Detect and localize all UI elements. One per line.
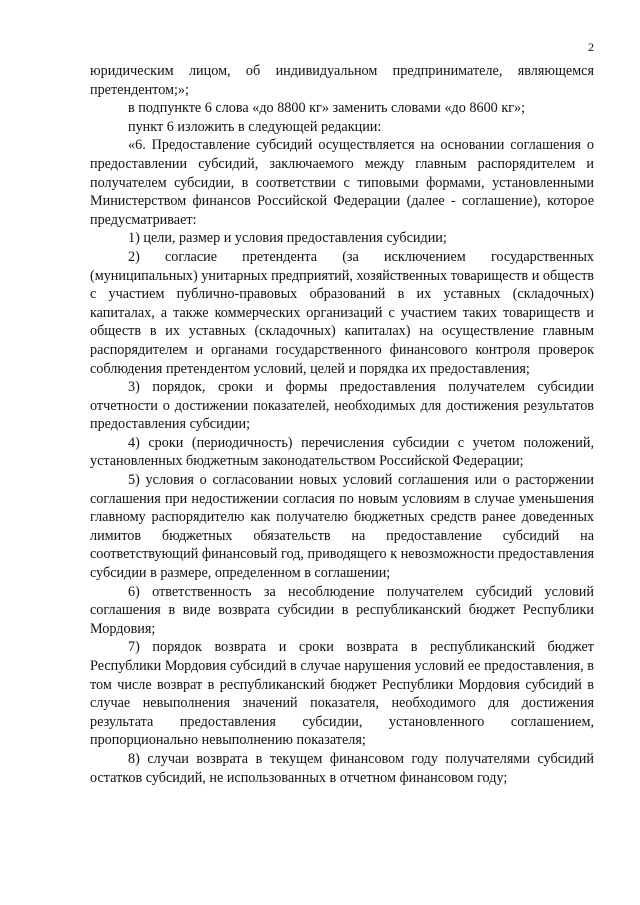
list-item-2: 2) согласие претендента (за исключением государственных (муниципальных) унитарных предприятий, хозяйственных товариществ и обществ с участием публично-правовых образований в их уставных (складочных) капиталах, а также коммерческих организаций с участием таких товариществ и обществ в их уставных (складочных) капиталах) на осуществление главным распорядителем и органами государственного финансового контроля проверок соблюдения претендентом условий, целей и порядка их предоставления; xyxy=(90,248,594,377)
list-item-5: 5) условия о согласовании новых условий соглашения или о расторжении соглашения при недостижении согласия по новым условиям в случае уменьшения главному распорядителю как получателю бюджетных средств ранее доведенных лимитов бюджетных обязательств на предоставление субсидий на соответствующий финансовый год, приводящего к невозможности предоставления субсидии в размере, определенном в соглашении; xyxy=(90,472,594,582)
list-item-4: 4) сроки (периодичность) перечисления субсидии с учетом положений, установленных бюджетным законодательством Российской Федерации; xyxy=(90,434,594,470)
list-item-3: 3) порядок, сроки и формы предоставления получателем субсидии отчетности о достижении показателей, необходимых для достижения результатов предоставления субсидии; xyxy=(90,379,594,433)
list-item-8: 8) случаи возврата в текущем финансовом году получателями субсидий остатков субсидий, не использованных в отчетном финансовом году; xyxy=(90,750,594,786)
paragraph-continuation: юридическим лицом, об индивидуальном предпринимателе, являющемся претендентом;»; xyxy=(90,63,594,98)
paragraph-amendment-subpoint-6: в подпункте 6 слова «до 8800 кг» заменить словами «до 8600 кг»; xyxy=(128,100,526,117)
list-item-6: 6) ответственность за несоблюдение получателем субсидий условий соглашения в виде возврата субсидии в республиканский бюджет Республики Мордовия; xyxy=(90,583,594,637)
page-number: 2 xyxy=(588,40,594,54)
paragraph-point-6-intro: «6. Предоставление субсидий осуществляется на основании соглашения о предоставлении субсидий, заключаемого между главным распорядителем и получателем субсидии, в соответствии с типовыми формами, установленными Министерством финансов Российской Федерации (далее - соглашение), которое предусматривает: xyxy=(90,137,594,228)
list-item-1: 1) цели, размер и условия предоставления субсидии; xyxy=(128,230,447,247)
list-item-7: 7) порядок возврата и сроки возврата в республиканский бюджет Республики Мордовия субсидий в случае нарушения условий ее предоставления, в том числе возврат в республиканский бюджет Республики Мордовия субсидий в случае невыполнения значений показателя, необходимого для достижения результата предоставления субсидии, установленного соглашением, пропорционально невыполнению показателя; xyxy=(90,639,594,749)
paragraph-amendment-point-6: пункт 6 изложить в следующей редакции: xyxy=(128,118,382,135)
document-body xyxy=(90,62,594,787)
